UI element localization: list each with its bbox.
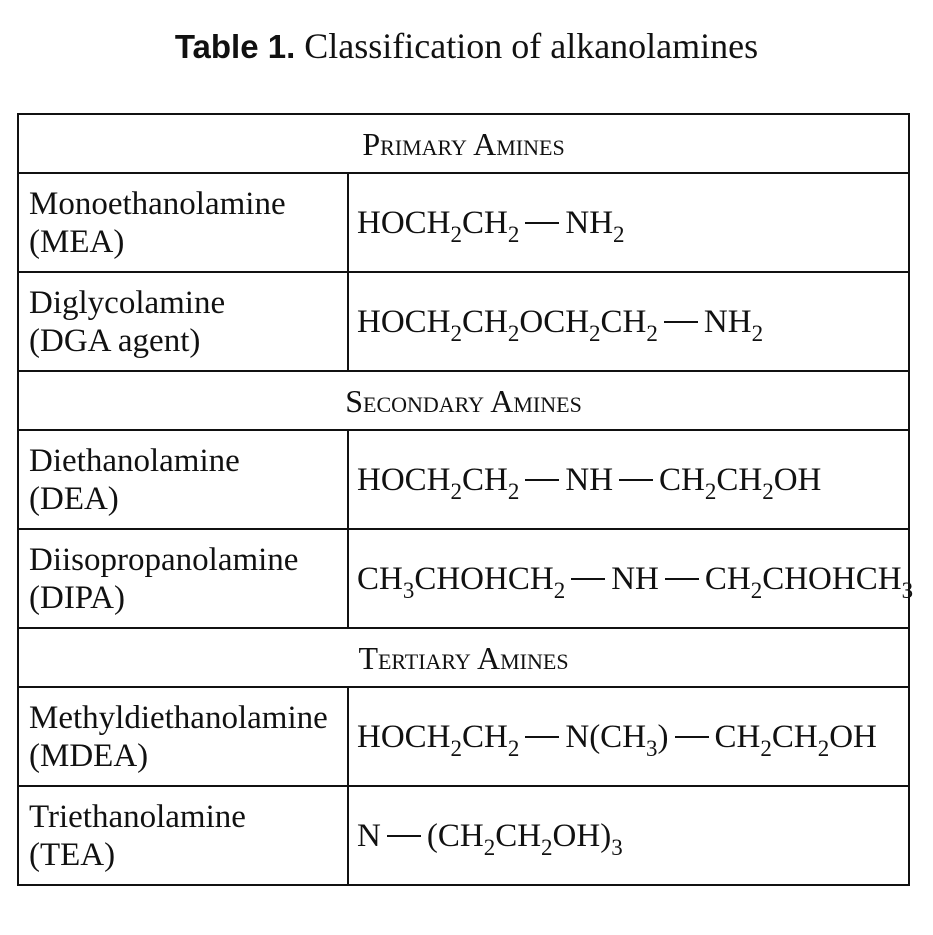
formula-text: CH — [462, 204, 508, 241]
formula-subscript: 2 — [450, 320, 463, 346]
amine-name: Monoethanolamine — [29, 185, 286, 222]
amine-name: Diisopropanolamine — [29, 541, 299, 578]
amine-abbreviation: (DGA agent) — [29, 322, 201, 359]
formula-subscript: 2 — [541, 834, 553, 860]
formula-text: CH — [462, 461, 508, 498]
formula-cell — [348, 687, 909, 786]
bond-dash — [675, 736, 709, 738]
bond-dash — [571, 578, 605, 580]
formula-subscript: 2 — [760, 735, 772, 761]
table-label: Table 1. — [174, 28, 296, 65]
formula-text: N — [357, 817, 381, 854]
table-row — [18, 272, 909, 371]
table-row — [18, 173, 909, 272]
amine-name-cell — [18, 173, 348, 272]
bond-dash — [665, 578, 699, 580]
formula-subscript: 2 — [762, 478, 774, 504]
amine-abbreviation: (MEA) — [29, 223, 125, 260]
bond-dash — [525, 222, 559, 224]
group-heading-primary: Primary Amines — [18, 114, 909, 173]
formula-subscript: 2 — [507, 478, 520, 504]
formula-cell — [348, 529, 914, 628]
formula-subscript: 2 — [817, 735, 830, 761]
table-title — [0, 24, 933, 69]
amine-name-cell — [18, 786, 348, 885]
group-heading-tertiary: Tertiary Amines — [18, 628, 909, 687]
amine-name: Triethanolamine — [29, 798, 246, 835]
group-header-row — [18, 628, 909, 687]
formula-subscript: 2 — [613, 221, 625, 247]
formula-text: CHOHCH — [762, 560, 902, 597]
formula-subscript: 2 — [507, 221, 520, 247]
amine-name: Diethanolamine — [29, 442, 240, 479]
formula-text: NH — [565, 461, 614, 498]
amine-name-cell — [18, 529, 348, 628]
table-row — [18, 687, 909, 786]
amine-abbreviation: (DEA) — [29, 480, 119, 517]
formula-subscript: 2 — [450, 478, 463, 504]
group-header-row — [18, 371, 909, 430]
amine-name: Diglycolamine — [29, 284, 226, 321]
table-row — [18, 430, 909, 529]
structural-formula — [357, 560, 914, 603]
formula-text: HOCH — [357, 461, 451, 498]
amine-name-cell — [18, 272, 348, 371]
formula-text: HOCH — [357, 718, 451, 755]
formula-subscript: 2 — [553, 577, 566, 603]
formula-text: NH — [611, 560, 659, 597]
formula-text: HOCH — [357, 303, 451, 340]
formula-subscript: 2 — [704, 478, 717, 504]
formula-subscript: 3 — [402, 577, 415, 603]
bond-dash — [525, 479, 559, 481]
table-row — [18, 529, 909, 628]
formula-text: CH — [771, 718, 818, 755]
bond-dash — [387, 835, 421, 837]
structural-formula — [357, 718, 877, 761]
formula-text: OH) — [552, 817, 612, 854]
group-header-row — [18, 114, 909, 173]
bond-dash — [619, 479, 653, 481]
alkanolamine-table — [17, 113, 914, 886]
formula-subscript: 2 — [507, 735, 520, 761]
amine-abbreviation: (DIPA) — [29, 579, 125, 616]
formula-subscript: 2 — [751, 320, 764, 346]
formula-text: CH — [357, 560, 403, 597]
group-heading-secondary: Secondary Amines — [18, 371, 909, 430]
formula-text: CHOHCH — [414, 560, 554, 597]
formula-text: CH — [495, 817, 542, 854]
formula-subscript: 2 — [507, 320, 520, 346]
formula-text: (CH — [426, 817, 484, 854]
formula-subscript: 2 — [750, 577, 763, 603]
bond-dash — [664, 321, 698, 323]
formula-subscript: 2 — [589, 320, 601, 346]
structural-formula — [357, 204, 625, 247]
formula-subscript: 2 — [450, 735, 463, 761]
structural-formula — [357, 461, 822, 504]
formula-text: OH — [773, 461, 822, 498]
amine-abbreviation: (TEA) — [29, 836, 116, 873]
bond-dash — [525, 736, 559, 738]
formula-text: CH — [714, 718, 761, 755]
formula-text: CH — [600, 303, 647, 340]
formula-subscript: 2 — [450, 221, 463, 247]
structural-formula — [357, 817, 623, 860]
formula-text: CH — [716, 461, 763, 498]
formula-subscript: 3 — [646, 735, 658, 761]
amine-abbreviation: (MDEA) — [29, 737, 149, 774]
amine-name: Methyldiethanolamine — [29, 699, 328, 736]
formula-text: NH — [565, 204, 614, 241]
formula-subscript: 3 — [901, 577, 914, 603]
formula-text: CH — [659, 461, 705, 498]
formula-text: NH — [703, 303, 752, 340]
formula-cell — [348, 430, 909, 529]
table-row — [18, 786, 909, 885]
formula-cell — [348, 272, 909, 371]
table-caption: Classification of alkanolamines — [304, 26, 759, 66]
formula-text: OCH — [519, 303, 590, 340]
formula-text: ) — [657, 718, 669, 755]
formula-subscript: 2 — [646, 320, 658, 346]
formula-subscript: 2 — [483, 834, 496, 860]
formula-subscript: 3 — [611, 834, 623, 860]
amine-name-cell — [18, 430, 348, 529]
formula-text: HOCH — [357, 204, 451, 241]
formula-cell — [348, 173, 909, 272]
formula-text: CH — [462, 718, 508, 755]
formula-cell — [348, 786, 909, 885]
structural-formula — [357, 303, 764, 346]
formula-text: OH — [829, 718, 877, 755]
formula-text: N(CH — [565, 718, 647, 755]
formula-text: CH — [704, 560, 751, 597]
amine-name-cell — [18, 687, 348, 786]
formula-text: CH — [462, 303, 508, 340]
